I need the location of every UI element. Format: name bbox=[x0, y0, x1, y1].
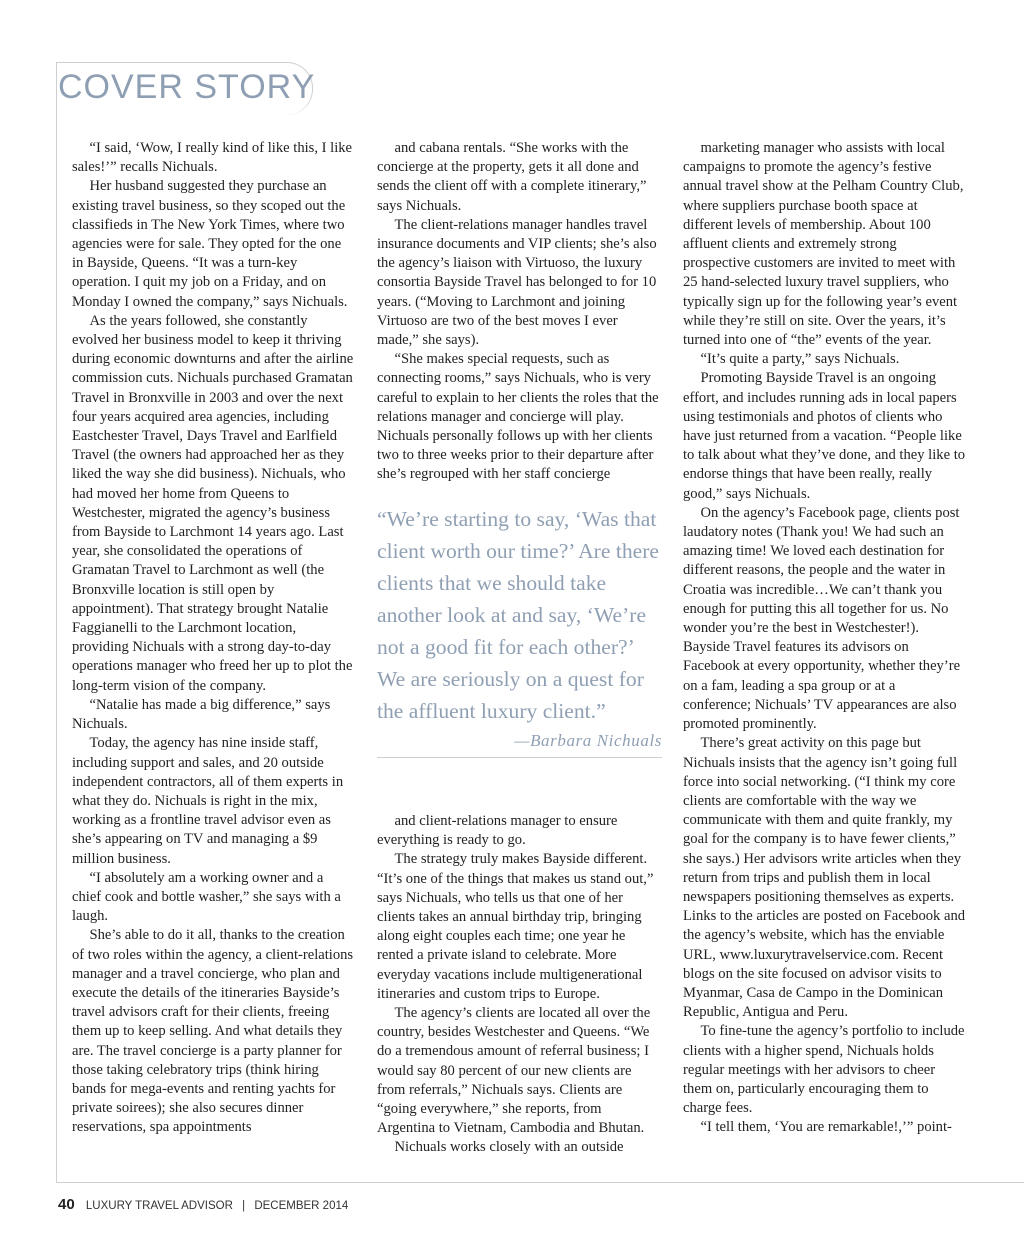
paragraph: “I tell them, ‘You are remarkable!,’” point- bbox=[700, 1119, 952, 1136]
footer-separator: | bbox=[242, 1200, 246, 1212]
paragraph: marketing manager who assists with local campaigns to promote the agency’s festive annual travel show at the Pelham Country Club, where suppliers purchase booth space at different levels of membership. About 100 affluent clients and extremely strong prospective customers are invited to meet with 25 hand-selected luxury travel suppliers, who typically sign up for the following year’s event while they’re still on site. Over the years, it’s turned into one of “the” events of the year. bbox=[683, 140, 964, 349]
paragraph: Today, the agency has nine inside staff, including support and sales, and 20 outside independent contractors, all of them experts in what they do. Nichuals is right in the mix, working as a frontline travel advisor even as she’s appearing on TV and managing a $9 million business. bbox=[72, 735, 344, 867]
paragraph: The agency’s clients are located all over the country, besides Westchester and Queens. “We do a tremendous amount of referral business; I would say 80 percent of our new clients are from referrals,” Nichuals says. Clients are “going everywhere,” she reports, from Argentina to Vietnam, Cambodia and Bhutan. bbox=[377, 1005, 651, 1137]
paragraph: The strategy truly makes Bayside different. “It’s one of the things that makes us stand out,” says Nichuals, who tells us that one of her clients takes an annual birthday trip, bringing along eight couples each time; one year he rented a private island to celebrate. More everyday vacations include multigenerational itineraries and custom trips to Europe. bbox=[377, 851, 654, 1002]
paragraph: “It’s quite a party,” says Nichuals. bbox=[700, 351, 900, 368]
paragraph: and client-relations manager to ensure everything is ready to go. bbox=[377, 813, 618, 849]
article-column-1 bbox=[72, 139, 355, 1138]
paragraph: “I absolutely am a working owner and a chief cook and bottle washer,” she says with a laugh. bbox=[72, 869, 341, 925]
paragraph: She’s able to do it all, thanks to the creation of two roles within the agency, a client-relations manager and a travel concierge, who plan and execute the details of the itineraries Bayside’s travel advisors craft for their clients, freeing them up to keep selling. And what details they are. The travel concierge is a party planner for those taking celebratory trips (think hiring bands for mega-events and renting yachts for private soirees); she also secures dinner reservations, spa appointments bbox=[72, 927, 354, 1136]
paragraph: “I said, ‘Wow, I really kind of like this, I like sales!’” recalls Nichuals. bbox=[72, 140, 353, 176]
paragraph: To fine-tune the agency’s portfolio to include clients with a higher spend, Nichuals holds regular meetings with her advisors to cheer them on, particularly encouraging them to charge fees. bbox=[683, 1023, 965, 1117]
section-label: COVER STORY bbox=[58, 68, 316, 106]
paragraph: Nichuals works closely with an outside bbox=[394, 1139, 624, 1156]
pull-quote-attribution: —Barbara Nichuals bbox=[514, 731, 662, 750]
paragraph: Promoting Bayside Travel is an ongoing effort, and includes running ads in local papers using testimonials and photos of clients who have just returned from a vacation. “People like to talk about what they’ve done, and they like to endorse things that have been really, really good,” says Nichuals. bbox=[683, 370, 966, 502]
paragraph: As the years followed, she constantly evolved her business model to keep it thriving during economic downturns and after the airline commission cuts. Nichuals purchased Gramatan Travel in Bronxville in 2003 and over the next four years acquired area agencies, including Eastchester Travel, Days Travel and Earlfield Travel (the owners had approached her as they liked the way she did business). Nichuals, who had moved her home from Queens to Westchester, migrated the agency’s business from Bayside to Larchmont 14 years ago. Last year, she consolidated the operations of Gramatan Travel to Larchmont as well (the Bronxville location is still open by appointment). That strategy brought Natalie Faggianelli to the Larchmont location, providing Nichuals with a strong day-to-day operations manager who freed her up to plot the long-term vision of the company. bbox=[72, 312, 354, 694]
pull-quote bbox=[377, 503, 662, 758]
pull-quote-text: “We’re starting to say, ‘Was that client worth our time?’ Are there clients that we should take another look at and say, ‘We’re not a good fit for each other?’ We are seriously on a quest for the affluent luxury client.” bbox=[377, 507, 660, 723]
paragraph: “Natalie has made a big difference,” says Nichuals. bbox=[72, 696, 331, 733]
publication-name: LUXURY TRAVEL ADVISOR bbox=[85, 1200, 233, 1212]
article-column-3 bbox=[683, 139, 966, 1138]
issue-date: DECEMBER 2014 bbox=[254, 1200, 349, 1212]
paragraph: There’s great activity on this page but Nichuals insists that the agency isn’t going full force into social networking. (“I think my core clients are comfortable with the way we communicate with them and quite frankly, my goal for the company is to have fewer clients,” she says.) Her advisors write articles when they return from trips and publish them in local newspapers positioning themselves as experts. Links to the articles are posted on Facebook and the agency’s website, which has the enviable URL, www.luxurytravelservice.com. Recent blogs on the site focused on advisor visits to Myanmar, Casa de Campo in the Dominican Republic, Antigua and Peru. bbox=[683, 735, 966, 1021]
page-number: 40 bbox=[58, 1196, 75, 1213]
article-column-2-top bbox=[377, 139, 660, 485]
paragraph: The client-relations manager handles travel insurance documents and VIP clients; she’s also the agency’s liaison with Virtuoso, the luxury consortia Bayside Travel has belonged to for 10 years. (“Moving to Larchmont and joining Virtuoso are two of the best moves I ever made,” she says). bbox=[377, 216, 657, 349]
paragraph: Her husband suggested they purchase an existing travel business, so they scoped out the classifieds in The New York Times, where two agencies were for sale. They opted for the one in Bayside, Queens. “It was a turn-key operation. I quit my job on a Friday, and on Monday I owned the company,” says Nichuals. bbox=[72, 178, 348, 310]
paragraph: “She makes special requests, such as connecting rooms,” says Nichuals, who is very careful to explain to her clients the roles that the relations manager and concierge will play. Nichuals personally follows up with her clients two to three weeks prior to their departure after she’s regrouped with her staff concierge bbox=[377, 351, 659, 483]
page-footer bbox=[58, 1196, 348, 1213]
paragraph: On the agency’s Facebook page, clients post laudatory notes (Thank you! We had such an amazing time! We loved each destination for different reasons, the people and the water in Croatia was incredible…We can’t thank you enough for putting this all together for us. No wonder you’re the best in Westchester!). Bayside Travel features its advisors on Facebook at every opportunity, whether they’re on a fam, leading a spa group or at a conference; Nichuals’ TV appearances are also promoted prominently. bbox=[683, 504, 961, 733]
article-column-2-bottom bbox=[377, 812, 660, 1158]
paragraph: and cabana rentals. “She works with the concierge at the property, gets it all done and sends the client off with a complete itinerary,” says Nichuals. bbox=[377, 140, 647, 214]
